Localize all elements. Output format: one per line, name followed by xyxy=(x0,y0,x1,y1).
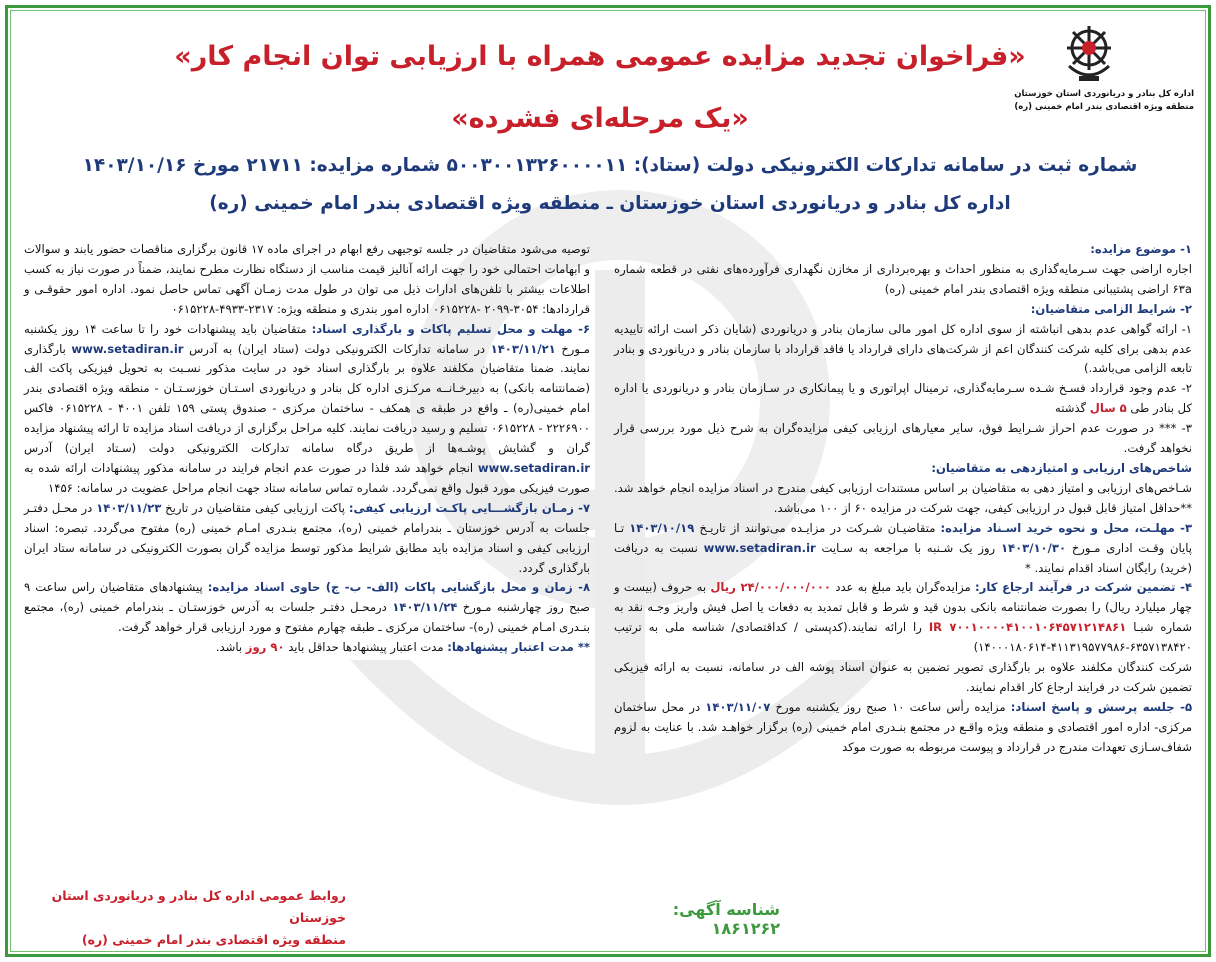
section-8-date: ۱۴۰۳/۱۱/۲۴ xyxy=(392,600,458,615)
section-4-text-a: مزایده‌گران باید مبلغ به عدد xyxy=(835,580,971,595)
section-2-item-2-tail: گذشته xyxy=(1055,401,1087,416)
section-5-title: ۵- جلسه پرسش و پاسخ اسناد: xyxy=(1010,699,1193,714)
setadiran-link-3[interactable]: www.setadiran.ir xyxy=(477,460,591,475)
section-7-date: ۱۴۰۳/۱۱/۲۳ xyxy=(96,500,162,515)
five-years-highlight: ۵ سال xyxy=(1089,401,1127,416)
guarantee-amount: ۲۴/۰۰۰/۰۰۰/۰۰۰ ریال xyxy=(710,580,832,595)
section-4-title: ۴- تضمین شرکت در فرآیند ارجاع کار: xyxy=(975,580,1193,595)
section-5-text-b: در محل ساختمان مرکزی- اداره امور اقتصادی و منطقه ویژه واقـع در مجتمع بنـدری امام خمینی (ره) برگزار خواهـد شد. با عنایت به لزوم شفاف‌سـازی تعهدات مندرج در قرارداد و پیوست مربوطه به صورت موکد xyxy=(614,699,1192,754)
public-relations-signature xyxy=(26,885,346,951)
section-6-date: ۱۴۰۳/۱۱/۲۱ xyxy=(490,341,556,356)
validity-title: ** مدت اعتبار پیشنهادها: xyxy=(447,640,590,655)
section-4-text-c: را ارائه نمایند.(کدپستی / کداقتصادی/ شناسه ملی به ترتیب ۶۳۵۷۱۳۸۴۲۰-۴۱۱۳۱۹۵۷۷۹۸۶-۱۴۰۰۰۱۸۰۶۱۴) xyxy=(614,620,1192,655)
sub-title: «یک مرحله‌ای فشرده» xyxy=(451,103,749,134)
section-3-text-e: نسبت به دریافت (خرید) رایگان اسناد اقدام نمایند. * xyxy=(614,540,1192,575)
validity-days: ۹۰ روز xyxy=(245,640,285,655)
section-7-title: ۷- زمـان بازگشـــایی پاکـت ارزیابی کیفی: xyxy=(348,500,591,515)
section-3-end-date: ۱۴۰۳/۱۰/۳۰ xyxy=(1000,540,1067,555)
section-3-text-b: تـا پایان وقـت اداری مـورخ xyxy=(614,520,1193,555)
evaluation-text: شـاخص‌های ارزیابی و امتیاز دهی به متقاضیان بر اساس مستندات ارزیابی کیفی مندرج در اسناد مزایده انجام خواهد شد. **حداقل امتیاز قابل قبول در ارزیابی کیفی، جهت شرکت در مزایده ۶۰ از ۱۰۰ می‌باشد. xyxy=(614,480,1192,515)
section-6 xyxy=(24,320,590,499)
section-2-item-3: ۳- *** در صورت عدم احراز شـرایط فوق، سایر معیارهای ارزیابی کیفی مزایده‌گران به شرح ذیل مورد بررسی قرار نخواهد گرفت. xyxy=(614,421,1192,456)
section-4-text-b: به حروف (بیست و چهار میلیارد ریال) را بصورت ضمانتنامه بانکی بدون قید و شرط و قابل تمدید به دفعات یا اصل فیش واریز وجـه نقد به شماره شبـا xyxy=(614,580,1193,635)
section-1-text: اجاره اراضی جهت سـرمایه‌گذاری به منظور احداث و بهره‌برداری از مخازن نگهداری فرآورده‌های نفتی در قطعه شماره ۶۳a اراضی پشتیبانی منطقه ویژه اقتصادی بندر امام خمینی (ره) xyxy=(614,261,1192,296)
section-2-item-1: ۱- ارائه گواهی عدم بدهی انباشته از سوی اداره کل امور مالی سازمان بنادر و دریانوردی (شایان ذکر است ارائه تاییدیه عدم بدهی برای کلیه شرکت کنندگان اعم از شرکت‌های دارای قرارداد یا فاقد قرارداد با سازمان بنادر و دریانوردی و بنادر تابعه الزامی می‌باشد.) xyxy=(614,321,1192,376)
setadiran-link-2[interactable]: www.setadiran.ir xyxy=(71,341,184,356)
section-2-title: ۲- شرایط الزامی متقاضیان: xyxy=(1030,301,1192,316)
validity xyxy=(24,638,590,658)
public-relations-line2: منطقه ویژه اقتصادی بندر امام خمینی (ره) xyxy=(81,932,346,947)
section-2-item-2 xyxy=(614,379,1192,419)
ports-logo-icon xyxy=(1059,22,1119,84)
section-5-date: ۱۴۰۳/۱۱/۰۷ xyxy=(705,699,771,714)
section-4-note: شرکت کنندگان مکلفند علاوه بر بارگذاری تصویر تضمین به عنوان اسناد پوشه الف در سامانه، نسبت به ارائه فیزیکی تضمین شرکت در فرایند ارجاع کار اقدام نمایند. xyxy=(614,660,1192,694)
section-8-title: ۸- زمان و محل بازگشایی پاکات (الف- ب- ج) حاوی اسناد مزایده: xyxy=(207,580,591,595)
section-6-text-c: بارگذاری نمایند. ضمنا متقاضیان مکلفند علاوه بر بارگذاری اسناد خود در سایت مذکور نسـبت به تحویل فیزیکی پاکت الف (ضمانتنامه بانکی) به دبیرخـانــه مرکـزی اداره کل بنادر و دریانوردی اسـتـان خوزسـتـان - منطقه ویژه اقتصادی بندر امام خمینی(ره) ـ واقع در طبقه ی همکف - ساختمان مرکزی - صندوق پستی ۱۵۹ تلفن ۴۰۰۱ - ۰۶۱۵۲۲۸ فاکس ۲۲۲۶۹۰۰ - ۰۶۱۵۲۲۸ تسلیم و رسید دریافت نمایند. کلیه مراحل برگزاری از دریافت اسناد مزایده تا ارائه پیشنهاد مزایده گران و گشایش پوشـه‌ها از طریق درگاه سامانه تدارکات الکترونیکی دولت (سـتاد ایران) آدرس xyxy=(24,341,590,456)
section-8-text-b: درمحـل دفتـر جلسات به آدرس خوزستـان ـ بندرامام خمینی (ره)، مجتمع بنـدری امـام خمینی (ره)- ساختمان مرکزی ـ طبقه چهارم مفتوح و مورد ارزیابی قرار خواهد گرفت. xyxy=(24,600,590,635)
registration-line: شماره ثبت در سامانه تدارکات الکترونیکی دولت (ستاد): ۵۰۰۳۰۰۱۳۲۶۰۰۰۰۱۱ شماره مزایده: ۲۱۷۱۱ مورخ ۱۴۰۳/۱۰/۱۶ xyxy=(82,155,1138,176)
section-6-text-a: متقاضیان باید پیشنهادات خود را تا ساعت ۱۴ روز یکشنبه مـورخ xyxy=(24,321,590,356)
section-6-text-d: انجام خواهد شد فلذا در صورت عدم انجام فرایند در سامانه مذکور پیشنهادات ارائه شده به صورت فیزیکی مورد قبول واقع نمی‌گردد. شماره تماس سامانه ستاد جهت انجام مراحل عضویت در سامانه: ۱۴۵۶ xyxy=(24,460,590,495)
section-3-text-c: روز یک شـنبه با مراجعه به سـایت xyxy=(821,540,996,555)
section-6-title: ۶- مهلت و محل تسلیم پاکات و بارگذاری اسناد: xyxy=(311,321,591,336)
section-8 xyxy=(24,578,590,638)
evaluation-title: شاخص‌های ارزیابی و امتیازدهی به متقاضیان: xyxy=(931,460,1192,475)
public-relations-line1: روابط عمومی اداره کل بنادر و دریانوردی استان خوزستان xyxy=(51,888,346,925)
section-1-title: ۱- موضوع مزایده: xyxy=(1090,242,1192,256)
briefing-paragraph: توصیه می‌شود متقاضیان در جلسه توجیهی رفع ابهام در اجرای ماده ۱۷ قانون برگزاری مناقصات حضور یابند و سوالات و ابهامات احتمالی خود را جهت ارائه آنالیز قیمت مناسب از دستگاه نظارت مطرح نمایند، ضمناً در صورت نیاز به کسب اطلاعات بیشتر با تلفن‌های ادارات ذیل می توان در طول مدت زمـان آگهی تماس حاصل نمود. اداره امور حقوقـی و قراردادها: ۳۰۵۴-۲۰۹۹ -۰۶۱۵۲۲۸ اداره امور بندری و منطقه ویژه: ۲۳۱۷-۴۹۳۳-۰۶۱۵۲۲۸ xyxy=(24,242,590,316)
iban-number: IR ۷۰۰۱۰۰۰۰۴۱۰۰۱۰۶۴۵۷۱۲۱۴۸۶۱ xyxy=(928,620,1127,635)
section-3 xyxy=(614,519,1192,579)
org-name-line1: اداره کل بنادر و دریانوردی استان خوزستان xyxy=(1014,89,1194,99)
section-3-start-date: ۱۴۰۳/۱۰/۱۹ xyxy=(629,520,695,535)
section-7-text-b: در محـل دفتـر جلسات به آدرس خوزستان ـ بندرامام خمینی (ره)، مجتمع بنـدری امـام خمینی (ره) مفتوح می‌گردد. تبصره: اسناد ارزیابی کیفی و اسناد مزایده باید مطابق شرایط مذکور توسط مزایده گران بصورت الکترونیکی در سامانه ستاد ایران بارگذاری گردد. xyxy=(24,500,590,575)
ad-code xyxy=(630,900,780,938)
section-5-text-a: مزایده رأس ساعت ۱۰ صبح روز یکشنبه مورخ xyxy=(775,699,1006,714)
org-name-line2: منطقه ویژه اقتصادی بندر امام خمینی (ره) xyxy=(1014,102,1194,112)
section-3-title: ۳- مهلـت، محل و نحوه خرید اسـناد مزایده: xyxy=(940,520,1193,535)
main-title: «فراخوان تجدید مزایده عمومی همراه با ارزیابی توان انجام کار» xyxy=(174,41,1026,72)
left-column xyxy=(24,240,590,658)
validity-text-a: مدت اعتبار پیشنهادها حداقل باید xyxy=(288,640,444,655)
section-8-text-a: پیشنهادهای متقاضیان راس ساعت ۹ صبح روز چهارشنبه مـورخ xyxy=(24,580,591,615)
setadiran-link[interactable]: www.setadiran.ir xyxy=(703,540,816,555)
section-4 xyxy=(614,578,1192,658)
ad-code-label: شناسه آگهی: xyxy=(672,900,780,919)
section-7 xyxy=(24,499,590,579)
section-5 xyxy=(614,698,1192,758)
section-7-text-a: پاکت ارزیابی کیفی متقاضیان در تاریخ xyxy=(165,500,345,515)
ad-code-value: ۱۸۶۱۲۶۲ xyxy=(711,919,780,938)
section-2-item-2-text: ۲- عدم وجود قرارداد فسـخ شـده سـرمایه‌گذاری، ترمینال اپراتوری و یا پیمانکاری در سـازمان بنادر و دریانوردی یا اداره کل بنادر طی xyxy=(614,381,1192,416)
organization-line: اداره کل بنادر و دریانوردی استان خوزستان ـ منطقه ویژه اقتصادی بندر امام خمینی (ره) xyxy=(209,193,1011,214)
right-column xyxy=(614,240,1192,758)
validity-text-b: باشد. xyxy=(215,640,243,655)
section-3-text-a: متقاضیـان شـرکت در مزایـده می‌توانند از تاریـخ xyxy=(699,520,936,535)
section-6-text-b: در سامانه تدارکات الکترونیکی دولت (ستاد ایران) به آدرس xyxy=(189,341,486,356)
